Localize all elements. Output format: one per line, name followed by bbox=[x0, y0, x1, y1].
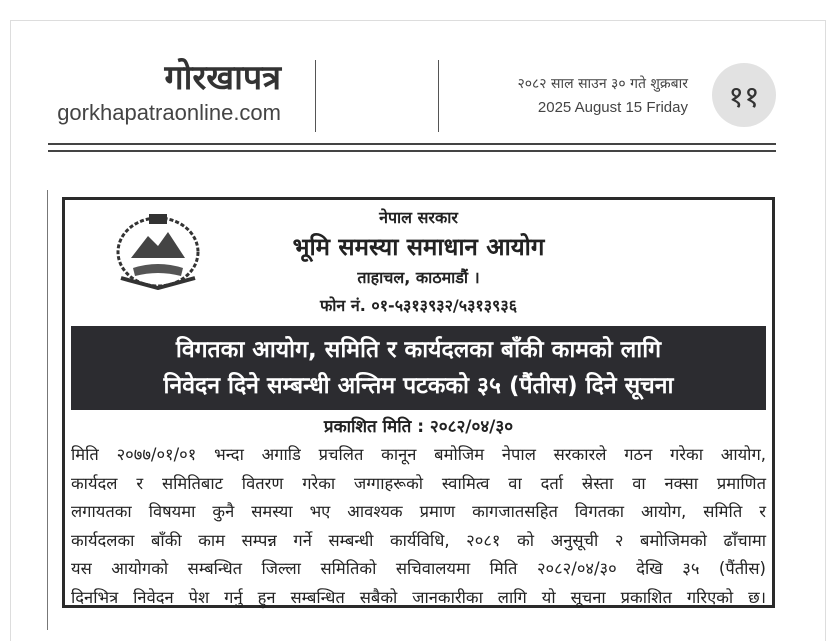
government-name: नेपाल सरकार bbox=[379, 208, 458, 227]
body-line: कार्यदल र समितिबाट वितरण गरेका जग्गाहरूको स्वामित्व वा दर्ता स्रेस्ता वा नक्सा प्रमाणित bbox=[71, 473, 766, 493]
date-english: 2025 August 15 Friday bbox=[537, 99, 688, 116]
office-name: भूमि समस्या समाधान आयोग bbox=[292, 233, 545, 261]
divider bbox=[315, 60, 316, 132]
newspaper-logo: गोरखापत्र bbox=[164, 58, 281, 98]
masthead bbox=[57, 58, 281, 126]
date-nepali: २०८२ साल साउन ३० गते शुक्रबार bbox=[517, 76, 688, 92]
body-line: कार्यदलका बाँकी काम सम्पन्न गर्ने सम्बन्धी कार्यविधि, २०८१ को अनुसूची २ बमोजिमको ढाँचामा bbox=[71, 530, 766, 550]
notice-body bbox=[71, 441, 766, 612]
divider bbox=[438, 60, 439, 132]
rule-line bbox=[48, 150, 776, 152]
body-line: मिति २०७७/०१/०१ भन्दा अगाडि प्रचलित कानून बमोजिम नेपाल सरकारले गठन गरेका आयोग, bbox=[71, 445, 766, 464]
office-address: ताहाचल, काठमाडौं । bbox=[357, 268, 480, 287]
published-date: प्रकाशित मिति : २०८२/०४/३० bbox=[323, 417, 514, 437]
body-line: लगायतका विषयमा कुनै समस्या भए आवश्यक प्रमाण कागजातसहित विगतका आयोग, समिति र bbox=[71, 502, 766, 521]
body-line: यस आयोगको सम्बन्धित जिल्ला समितिको सचिवालयमा मिति २०८२/०४/३० देखि ३५ (पैंतीस) bbox=[71, 559, 766, 578]
notice-headline bbox=[71, 326, 766, 410]
headline-line: निवेदन दिने सम्बन्धी अन्तिम पटकको ३५ (पैंतीस) दिने सूचना bbox=[163, 373, 674, 399]
column-line bbox=[47, 190, 48, 630]
headline-line: विगतका आयोग, समिति र कार्यदलका बाँकी कामको लागि bbox=[175, 337, 662, 363]
issue-date bbox=[517, 74, 688, 116]
page-number: ११ bbox=[712, 63, 776, 127]
office-phone: फोन नं. ०१-५३१३९३२/५३१३९३६ bbox=[319, 296, 518, 315]
public-notice bbox=[62, 197, 775, 608]
rule-line bbox=[48, 143, 776, 145]
body-line: दिनभित्र निवेदन पेश गर्नु हुन सम्बन्धित सबैको जानकारीका लागि यो सूचना प्रकाशित गरिएको छ। bbox=[71, 587, 766, 607]
website-url[interactable]: gorkhapatraonline.com bbox=[57, 100, 281, 125]
